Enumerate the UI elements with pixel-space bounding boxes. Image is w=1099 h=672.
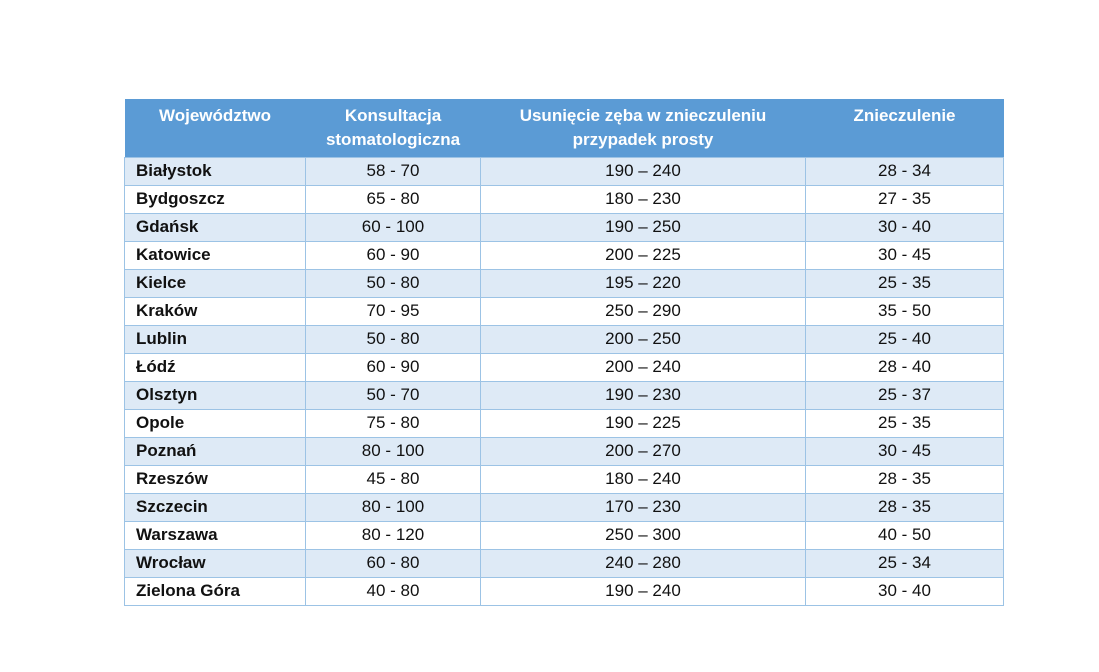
cell-wojewodztwo: Rzeszów [125,465,306,493]
cell-wojewodztwo: Gdańsk [125,213,306,241]
cell-konsultacja: 60 - 90 [306,241,481,269]
cell-konsultacja: 70 - 95 [306,297,481,325]
cell-usuniecie: 240 – 280 [481,549,806,577]
cell-usuniecie: 200 – 240 [481,353,806,381]
cell-znieczulenie: 30 - 40 [806,577,1004,605]
cell-wojewodztwo: Lublin [125,325,306,353]
cell-usuniecie: 190 – 240 [481,577,806,605]
table-row [125,297,1004,325]
cell-konsultacja: 80 - 100 [306,493,481,521]
header-wojewodztwo: Województwo [125,99,306,157]
table-body [125,157,1004,605]
header-usuniecie-zeba: Usunięcie zęba w znieczuleniu przypadek prosty [481,99,806,157]
cell-usuniecie: 170 – 230 [481,493,806,521]
cell-wojewodztwo: Wrocław [125,549,306,577]
cell-konsultacja: 65 - 80 [306,185,481,213]
cell-konsultacja: 60 - 90 [306,353,481,381]
cell-usuniecie: 190 – 230 [481,381,806,409]
cell-konsultacja: 45 - 80 [306,465,481,493]
table-row [125,185,1004,213]
cell-wojewodztwo: Szczecin [125,493,306,521]
cell-usuniecie: 200 – 225 [481,241,806,269]
cell-konsultacja: 40 - 80 [306,577,481,605]
cell-znieczulenie: 27 - 35 [806,185,1004,213]
table-row [125,577,1004,605]
table-row [125,549,1004,577]
table-row [125,353,1004,381]
table-row [125,157,1004,185]
dental-price-table [124,99,1004,606]
cell-wojewodztwo: Zielona Góra [125,577,306,605]
header-row [125,99,1004,157]
cell-konsultacja: 50 - 80 [306,325,481,353]
cell-wojewodztwo: Warszawa [125,521,306,549]
cell-wojewodztwo: Poznań [125,437,306,465]
table-row [125,493,1004,521]
cell-konsultacja: 75 - 80 [306,409,481,437]
table-row [125,437,1004,465]
cell-usuniecie: 250 – 290 [481,297,806,325]
header-konsultacja-stomatologiczna: Konsultacja stomatologiczna [306,99,481,157]
cell-znieczulenie: 30 - 45 [806,437,1004,465]
cell-znieczulenie: 25 - 40 [806,325,1004,353]
cell-konsultacja: 80 - 100 [306,437,481,465]
cell-konsultacja: 50 - 70 [306,381,481,409]
cell-usuniecie: 190 – 250 [481,213,806,241]
table-row [125,325,1004,353]
cell-usuniecie: 195 – 220 [481,269,806,297]
cell-znieczulenie: 28 - 40 [806,353,1004,381]
cell-znieczulenie: 35 - 50 [806,297,1004,325]
cell-znieczulenie: 40 - 50 [806,521,1004,549]
table-row [125,269,1004,297]
cell-usuniecie: 190 – 240 [481,157,806,185]
cell-usuniecie: 190 – 225 [481,409,806,437]
cell-znieczulenie: 25 - 37 [806,381,1004,409]
cell-konsultacja: 50 - 80 [306,269,481,297]
cell-znieczulenie: 28 - 35 [806,493,1004,521]
cell-wojewodztwo: Olsztyn [125,381,306,409]
cell-znieczulenie: 30 - 40 [806,213,1004,241]
cell-konsultacja: 80 - 120 [306,521,481,549]
cell-konsultacja: 60 - 100 [306,213,481,241]
table-row [125,241,1004,269]
cell-usuniecie: 180 – 230 [481,185,806,213]
cell-wojewodztwo: Katowice [125,241,306,269]
cell-konsultacja: 58 - 70 [306,157,481,185]
cell-wojewodztwo: Opole [125,409,306,437]
table-row [125,521,1004,549]
table-header [125,99,1004,157]
cell-usuniecie: 200 – 270 [481,437,806,465]
cell-wojewodztwo: Bydgoszcz [125,185,306,213]
price-table-container [124,99,1003,606]
cell-wojewodztwo: Łódź [125,353,306,381]
cell-znieczulenie: 25 - 35 [806,269,1004,297]
cell-znieczulenie: 30 - 45 [806,241,1004,269]
cell-wojewodztwo: Kraków [125,297,306,325]
cell-znieczulenie: 28 - 34 [806,157,1004,185]
cell-usuniecie: 250 – 300 [481,521,806,549]
cell-wojewodztwo: Białystok [125,157,306,185]
cell-znieczulenie: 25 - 34 [806,549,1004,577]
cell-znieczulenie: 28 - 35 [806,465,1004,493]
cell-wojewodztwo: Kielce [125,269,306,297]
cell-usuniecie: 180 – 240 [481,465,806,493]
cell-usuniecie: 200 – 250 [481,325,806,353]
table-row [125,381,1004,409]
table-row [125,465,1004,493]
header-znieczulenie: Znieczulenie [806,99,1004,157]
table-row [125,409,1004,437]
cell-znieczulenie: 25 - 35 [806,409,1004,437]
cell-konsultacja: 60 - 80 [306,549,481,577]
table-row [125,213,1004,241]
